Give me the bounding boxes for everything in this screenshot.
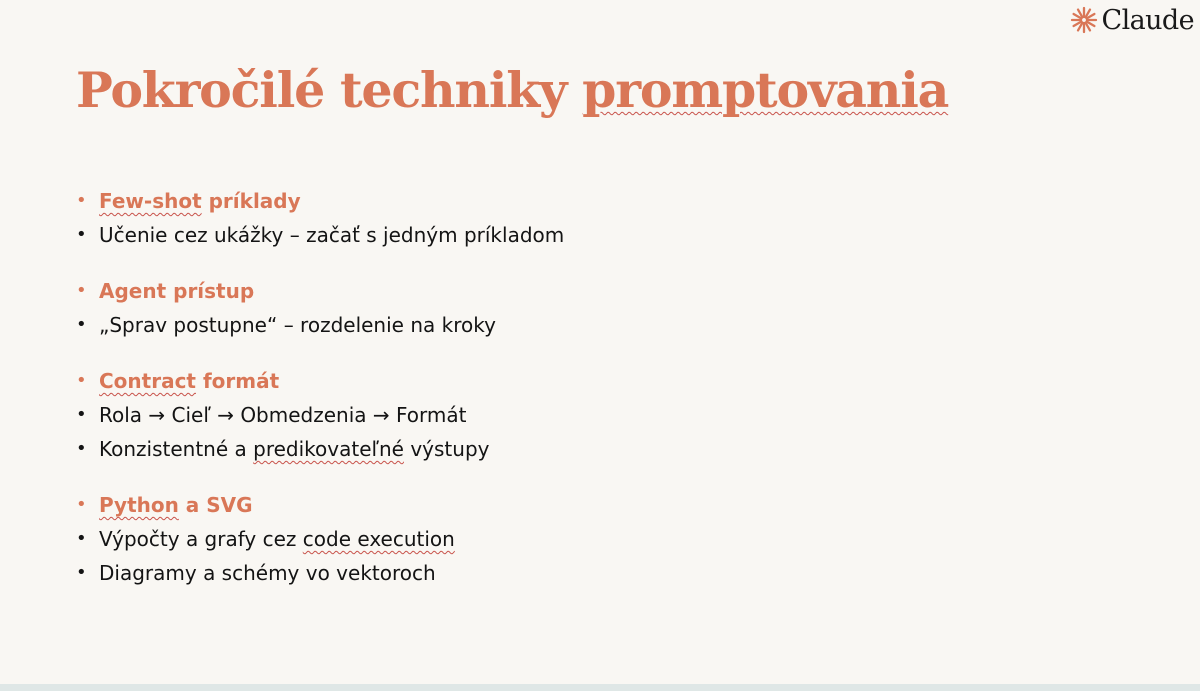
bottom-strip — [0, 684, 1200, 691]
bullet-part-2: predikovateľné — [253, 437, 404, 461]
bullet-part-2: code execution — [302, 527, 455, 551]
bullet-item — [76, 434, 1116, 468]
bullet-item — [76, 524, 1116, 558]
section-heading — [76, 366, 1116, 400]
bullet-part-3: výstupy — [403, 437, 490, 461]
section-heading — [76, 186, 1116, 220]
heading-part-1: Few-shot — [99, 189, 202, 213]
bullet-list — [76, 186, 1116, 614]
section-heading: • Agent prístup — [76, 276, 1116, 310]
slide-title — [76, 61, 949, 119]
heading-part-2: príklady — [201, 189, 301, 213]
heading-part-1: Python — [99, 493, 179, 517]
section-few-shot — [76, 186, 1116, 254]
heading-part-2: a SVG — [178, 493, 253, 517]
section-contract — [76, 366, 1116, 468]
section-heading — [76, 490, 1116, 524]
bullet-item: • Rola → Cieľ → Obmedzenia → Formát — [76, 400, 1116, 434]
logo-text: Claude — [1101, 4, 1194, 36]
bullet-item: • Učenie cez ukážky – začať s jedným príkladom — [76, 220, 1116, 254]
heading-part-2: formát — [196, 369, 280, 393]
heading-part-1: Contract — [99, 369, 196, 393]
bullet-item: • „Sprav postupne“ – rozdelenie na kroky — [76, 310, 1116, 344]
bullet-item: • Diagramy a schémy vo vektoroch — [76, 558, 1116, 592]
claude-starburst-icon — [1070, 6, 1098, 34]
title-part-1: Pokročilé techniky — [76, 61, 583, 119]
bullet-part-1: Výpočty a grafy cez — [99, 527, 303, 551]
section-python-svg — [76, 490, 1116, 592]
title-part-2: promptovania — [582, 61, 949, 119]
bullet-part-1: Konzistentné a — [99, 437, 254, 461]
claude-logo — [1070, 6, 1194, 34]
section-agent — [76, 276, 1116, 344]
